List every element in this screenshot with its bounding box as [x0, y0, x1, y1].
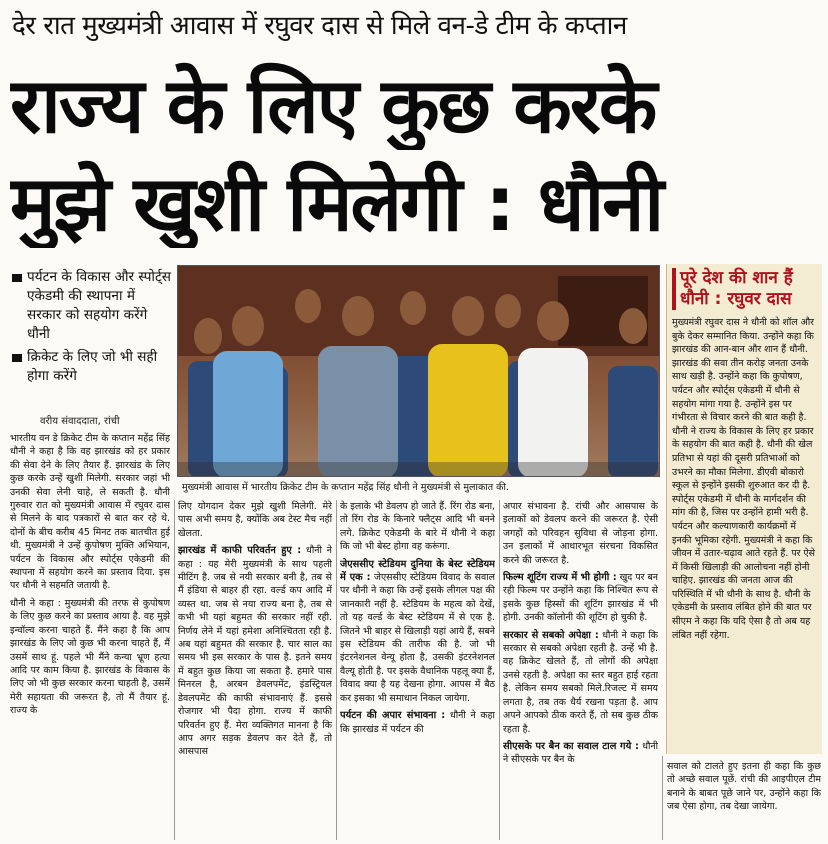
subheading: सीएसके पर बैन का सवाल टाल गये : — [503, 740, 639, 752]
byline: वरीय संवाददाता, रांची — [40, 416, 120, 427]
column-divider — [662, 756, 663, 840]
subheading: सरकार से सबको अपेक्षा : — [503, 629, 599, 641]
paragraph: सवाल को टालते हुए इतना ही कहा कि कुछ तो अच्छे सवाल पूछें. रांची की आइपीएल टीम बनाने के बाबत पूछे जाने पर, उन्होंने कहा कि जब ऐसा होगा, तब देखा जायेगा. — [667, 761, 821, 813]
article-column-3 — [340, 500, 495, 842]
paragraph: धौनी ने कहा कि सरकार से सबको अपेक्षा रहती है. उन्हें भी है. वह क्रिकेट खेलते हैं, तो लोगों की अपेक्षा उनसे रहती है. अपेक्षा का स्तर बहुत हाई रहता है. लेकिन समय सबको मिले.रिजल्ट में समय लगता है, तब तक धैर्य रखना पड़ता है. आप अपने आपको ठीक करते हैं, तो सब कुछ ठीक रहता है. — [503, 629, 658, 735]
group-photo-illustration — [178, 266, 660, 477]
paragraph: खुद पर बन रही फिल्म पर उन्होंने कहा कि निश्चित रूप से इसके कुछ हिस्सों की शूटिंग झारखंड में भी होगी. उनकी कॉलोनी की शूटिंग हो चुकी है. — [503, 572, 658, 624]
highlight-item — [12, 348, 172, 386]
headline-line-2: मुझे खुशी मिलेगी : धौनी — [10, 160, 663, 248]
article-column-2 — [178, 500, 332, 842]
article-column-1 — [10, 432, 170, 842]
news-photo — [177, 265, 660, 477]
paragraph: भारतीय वन डे क्रिकेट टीम के कप्तान महेंद्र सिंह धौनी ने कहा है कि वह झारखंड को हर प्रकार की सेवा देने के लिए तैयार हैं. झारखंड के लिए कुछ करके उन्हें खुशी मिलेगी. सरकार जहां भी उनकी सेवा लेनी चाहे, ले सकती है. धौनी गुरुवार रात को मुख्यमंत्री आवास में रघुवर दास से मिलने के बाद पत्रकारों से बात कर रहे थे. दोनों के बीच करीब 45 मिनट तक बातचीत हुई थी. मुख्यमंत्री ने उन्हें कुपोषण मुक्ति अभियान, पर्यटन के विकास और स्पोर्ट्स एकेडमी की स्थापना में सहयोग करने का प्रस्ताव दिया. इस पर धौनी ने सहमति जतायी है. — [10, 433, 170, 592]
subheading: पर्यटन की अपार संभावना : — [340, 710, 446, 722]
highlight-text: क्रिकेट के लिए जो भी सही होगा करेंगे — [27, 349, 158, 384]
sidebar-box — [666, 264, 822, 754]
subheading: झारखंड में काफी परिवर्तन हुए : — [178, 545, 302, 557]
column-divider — [499, 500, 500, 840]
highlight-text: पर्यटन के विकास और स्पोर्ट्स एकेडमी की स्थापना में सरकार को सहयोग करेंगे धौनी — [27, 269, 171, 342]
article-column-5 — [667, 760, 821, 842]
paragraph: लिए योगदान देकर मुझे खुशी मिलेगी. मेरे पास अभी समय है, क्योंकि अब टेस्ट मैच नहीं खेलता. — [178, 501, 332, 539]
paragraph: धौनी ने कहा : मुख्यमंत्री की तरफ से कुपोषण के लिए कुछ करने का प्रस्ताव आया है. वह मुझे इन्वॉल्व करना चाहते हैं. मैंने कहा है कि आप झारखंड के लिए जो कुछ भी करना चाहते हैं, मैं उसमें साथ हूं. पहले भी मैंने कन्या भ्रूण हत्या आदि पर काम किया है. झारखंड के विकास के लिए जो भी कुछ सरकार करना चाहती है, उसमें मेरी सहायता की जरूरत है, तो मैं तैयार हूं. राज्य के — [10, 597, 170, 717]
kicker: देर रात मुख्यमंत्री आवास में रघुवर दास से मिले वन-डे टीम के कप्तान — [12, 11, 627, 41]
paragraph: अपार संभावना है. रांची और आसपास के इलाकों को डेवलप करने की जरूरत है. ऐसी जगहों को परिवहन सुविधा से जोड़ना होगा. उन इलाकों में आधारभूत संरचना विकसित करने की जरूरत है. — [503, 501, 658, 566]
article-column-4 — [503, 500, 658, 842]
subheading: जेएससीए स्टेडियम दुनिया के बेस्ट स्टेडियम में एक : — [340, 558, 495, 584]
subheading: फिल्म शूटिंग राज्य में भी होगी : — [503, 572, 617, 584]
highlight-item — [12, 268, 172, 344]
sidebar-body: मुख्यमंत्री रघुवर दास ने धौनी को शॉल और बुके देकर सम्मानित किया. उन्होंने कहा कि झारखंड की आन-बान और शान हैं धौनी. झारखंड की सवा तीन करोड़ जनता उनके साथ खड़ी है. उन्होंने कहा कि कुपोषण, पर्यटन और स्पोर्ट्स एकेडमी में धौनी से सहयोग मांगा गया है. उन्होंने इस पर गंभीरता से विचार करने की बात कही है. धौनी ने राज्य के विकास के लिए हर प्रकार के सहयोग की बात कही है. धौनी की खेल प्रतिभा से यहां की दूसरी प्रतिभाओं को उभरने का मौका मिलेगा. डीएवी बोकारो स्कूल से इन्होंने इसकी शुरुआत कर दी है. स्पोर्ट्स एकेडमी में धौनी के मार्गदर्शन की मांग की है, जिस पर उन्होंने हामी भरी है. पर्यटन और कल्याणकारी कार्यक्रमों में इनकी भूमिका रहेगी. मुख्यमंत्री ने कहा कि जीवन में उतार-चढ़ाव आते रहते हैं. पर ऐसे में किसी खिलाड़ी की आलोचना नहीं होनी चाहिए. झारखंड की जनता आज की परिस्थिति में भी धौनी के साथ है. धौनी के एकेडमी के प्रस्ताव लंबित होने की बात पर सीएम ने कहा कि यदि ऐसा है तो अब यह लंबित नहीं रहेगा. — [672, 317, 815, 641]
column-divider — [336, 500, 337, 840]
bullet-square-icon — [12, 354, 22, 362]
paragraph: जेएससीए स्टेडियम विवाद के सवाल पर धौनी ने कहा कि उन्हें इसके लीगल पक्ष की जानकारी नहीं है. स्टेडियम के महत्व को देखें, तो यह वर्ल्ड के बेस्ट स्टेडियम में से एक है. जितने भी बाहर से खिलाड़ी यहां आये हैं, सबने इस स्टेडियम की तारीफ की है. जो भी इंटरनेशनल वेन्यू होता है, उसकी इंटरनेशनल वैल्यू होती है. पर इसके वैधानिक पहलू क्या हैं, विवाद क्या है यह देखना होगा. आपस में बैठ कर इसका भी समाधान निकल जायेगा. — [340, 572, 495, 704]
photo-caption: मुख्यमंत्री आवास में भारतीय क्रिकेट टीम के कप्तान महेंद्र सिंह धौनी ने मुख्यमंत्री से मुलाकात की. — [182, 482, 509, 493]
column-divider — [174, 500, 175, 840]
headline-line-1: राज्य के लिए कुछ करके — [10, 62, 656, 150]
bullet-square-icon — [12, 274, 22, 282]
highlights — [12, 268, 172, 390]
paragraph: धौनी ने सीएसके पर बैन के — [503, 740, 658, 766]
paragraph: धौनी ने कहा : यह मेरी मुख्यमंत्री के साथ पहली मीटिंग है. जब से नयी सरकार बनी है, तब से मैं इंडिया से बाहर ही रहा. वर्ल्ड कप आदि में व्यस्त था. जब से नया राज्य बना है, तब से कभी भी यहां बहुमत की सरकार नहीं रही. निर्णय लेने में यहां हमेशा अनिश्चितता रही है. अब यहां बहुमत की सरकार है. चार साल का समय भी इस सरकार के पास है. इतने समय में बहुत कुछ किया जा सकता है. हमारे पास मिनरल है, अरबन डेवलपमेंट, इंडस्ट्रियल डेवलपमेंट की काफी संभावनाएं हैं. इससे रोजगार भी पैदा होगा. राज्य में काफी परिवर्तन हुए हैं. मेरा व्यक्तिगत मानना है कि आप अगर सड़क डेवलप कर देते हैं, तो आसपास — [178, 545, 332, 758]
paragraph: के इलाके भी डेवलप हो जाते हैं. रिंग रोड बना, तो रिंग रोड के किनारे फ्लैट्स आदि भी बनने लगे. क्रिकेट एकेडमी के बारे में धौनी ने कहा कि जो भी बेस्ट होगा वह करूंगा. — [340, 501, 495, 553]
sidebar-title: पूरे देश की शान हैं धौनी : रघुवर दास — [672, 268, 817, 310]
paragraph: धौनी ने कहा कि झारखंड में पर्यटन की — [340, 710, 495, 735]
